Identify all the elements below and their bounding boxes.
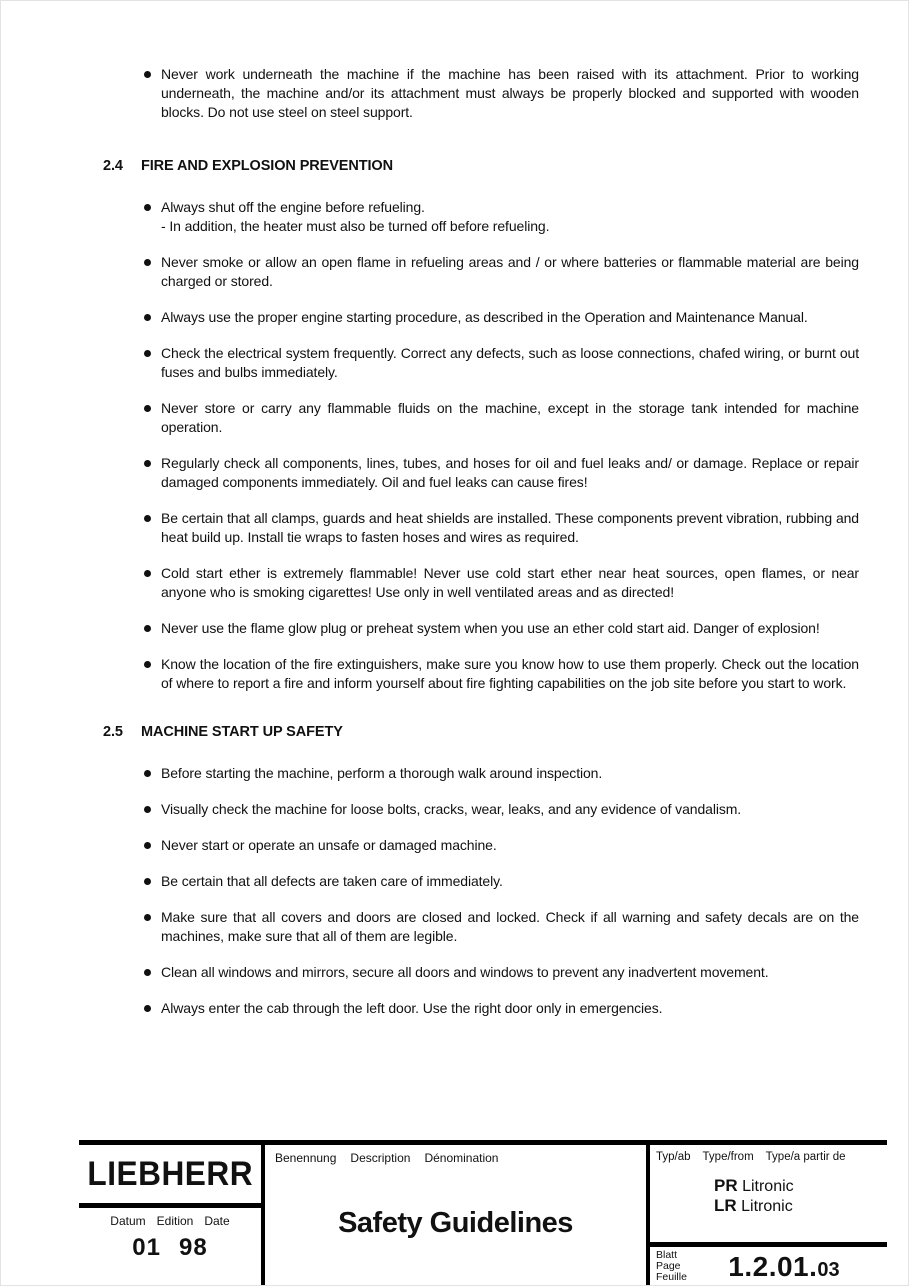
section-heading-2-5 [103,723,859,742]
bullet-text: Before starting the machine, perform a thorough walk around inspection. [161,765,603,781]
list-item [144,655,859,693]
page-content [1,65,908,1035]
sheet-number-suffix: 03 [817,1258,840,1281]
logo-box [79,1145,261,1208]
bullet-text: Know the location of the fire extinguishers, make sure you know how to use them properly. Check out the location of where to report a fire and inform yourself about fire fighting capabilities on the job site before you start to work. [161,656,859,691]
type-line [714,1176,887,1196]
sheet-number-main: 1.2.01. [728,1250,818,1282]
list-item [144,454,859,492]
date-label-fr: Date [204,1214,230,1228]
bullet-icon [144,1005,151,1012]
bullet-text: Check the electrical system frequently. Correct any defects, such as loose connections, chafed wiring, or burnt out fuses and bulbs immediately. [161,345,859,380]
sheet-number-box [650,1242,887,1285]
list-item [144,908,859,946]
list-item [144,344,859,382]
list-item [144,308,859,327]
bullet-icon [144,259,151,266]
title-block [79,1140,887,1285]
bullet-icon [144,515,151,522]
section-heading-2-4 [103,157,859,176]
section-number: 2.4 [103,158,123,174]
bullet-text: Never start or operate an unsafe or damaged machine. [161,837,497,853]
edition-date [79,1234,261,1262]
description-label [275,1151,636,1165]
type-label [650,1145,887,1163]
edition-month: 01 [132,1234,161,1261]
bullet-text: Never use the flame glow plug or preheat system when you use an ether cold start aid. Danger of explosion! [161,620,820,636]
bullet-icon [144,570,151,577]
list-item [144,764,859,783]
bullet-text: Cold start ether is extremely flammable! Never use cold start ether near heat sources, open flames, or near anyone who is smoking cigarettes! Use only in well ventilated areas and as directed! [161,565,859,600]
edition-year: 98 [179,1234,208,1261]
type-name: Litronic [741,1198,793,1215]
description-label-en: Description [350,1151,411,1165]
bullet-text: Never work underneath the machine if the machine has been raised with its attachment. Prior to working underneath, the machine and/or its attachment must always be properly blocked and supported with wooden blocks. Do not use steel on steel support. [161,66,859,120]
bullet-icon [144,350,151,357]
bullet-text: Make sure that all covers and doors are closed and locked. Check if all warning and safety decals are on the machines, make sure that all of them are legible. [161,909,859,944]
section-number: 2.5 [103,724,123,740]
bullet-icon [144,969,151,976]
bullet-text: Visually check the machine for loose bolts, cracks, wear, leaks, and any evidence of vandalism. [161,801,742,817]
date-label-en: Edition [156,1214,194,1228]
machine-types [714,1176,887,1216]
bullet-text: Clean all windows and mirrors, secure all doors and windows to prevent any inadvertent movement. [161,964,769,980]
list-item [144,836,859,855]
list-item [144,963,859,982]
liebherr-logo: LIEBHERR [87,1153,253,1194]
list-item [144,509,859,547]
description-label-de: Benennung [275,1151,337,1165]
title-block-left [79,1145,265,1285]
list-item [144,253,859,291]
list-item [144,399,859,437]
type-model: PR [714,1176,738,1195]
document-title: Safety Guidelines [338,1207,573,1239]
sheet-label-fr: Feuille [656,1271,687,1283]
date-label [79,1214,261,1228]
bullet-icon [144,71,151,78]
sheet-label-en: Page [656,1260,681,1272]
bullet-text: Be certain that all clamps, guards and heat shields are installed. These components prevent vibration, rubbing and heat build up. Install tie wraps to fasten hoses and wires as required. [161,510,859,545]
bullet-text: Be certain that all defects are taken care of immediately. [161,873,503,889]
list-item [144,198,859,236]
bullet-text: Always enter the cab through the left door. Use the right door only in emergencies. [161,1000,663,1016]
type-model: LR [714,1196,737,1215]
list-item [144,999,859,1018]
list-item [144,800,859,819]
type-name: Litronic [742,1178,794,1195]
description-label-fr: Dénomination [424,1151,499,1165]
bullet-icon [144,914,151,921]
bullet-icon [144,842,151,849]
list-item [144,564,859,602]
bullet-icon [144,770,151,777]
bullet-icon [144,806,151,813]
bullet-icon [144,405,151,412]
bullet-text: Never smoke or allow an open flame in refueling areas and / or where batteries or flammable material are being charged or stored. [161,254,859,289]
type-label-en: Type/from [702,1151,754,1163]
list-item [144,872,859,891]
bullet-icon [144,314,151,321]
bullet-icon [144,661,151,668]
section-title: MACHINE START UP SAFETY [141,724,343,740]
sheet-number [687,1251,881,1283]
sheet-label [656,1250,687,1283]
type-line [714,1196,887,1216]
type-label-fr: Type/a partir de [765,1151,846,1163]
bullet-text: Always use the proper engine starting procedure, as described in the Operation and Maintenance Manual. [161,309,808,325]
section-title: FIRE AND EXPLOSION PREVENTION [141,158,393,174]
type-label-de: Typ/ab [656,1151,691,1163]
sheet-label-de: Blatt [656,1249,678,1261]
bullet-text: Always shut off the engine before refueling. [161,199,425,215]
list-item [144,619,859,638]
date-label-de: Datum [110,1214,146,1228]
title-block-middle [265,1145,650,1285]
bullet-icon [144,460,151,467]
list-item [144,65,859,122]
bullet-icon [144,625,151,632]
bullet-text: Never store or carry any flammable fluids on the machine, except in the storage tank intended for machine operation. [161,400,859,435]
bullet-text: Regularly check all components, lines, tubes, and hoses for oil and fuel leaks and/ or damage. Replace or repair damaged components immediately. Oil and fuel leaks can cause fires! [161,455,859,490]
bullet-icon [144,878,151,885]
title-block-right [650,1145,887,1285]
bullet-icon [144,204,151,211]
bullet-subtext: - In addition, the heater must also be turned off before refueling. [161,218,550,234]
